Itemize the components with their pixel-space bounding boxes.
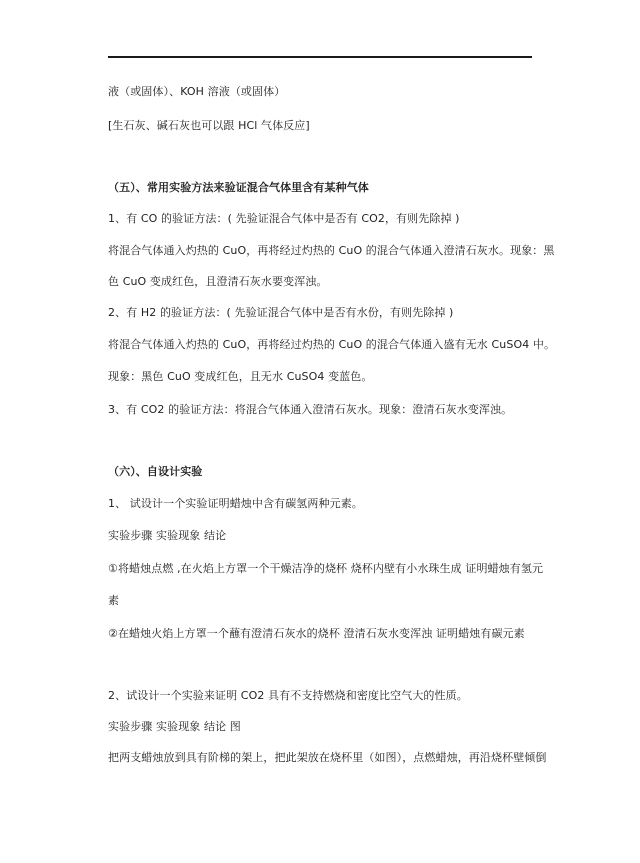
text-line: 3、有 CO2 的验证方法：将混合气体通入澄清石灰水。现象：澄清石灰水变浑浊。 [108, 403, 513, 416]
text-line: 液（或固体）、KOH 溶液（或固体） [108, 85, 286, 98]
text-line: 2、有 H2 的验证方法：( 先验证混合气体中是否有水份，有则先除掉 ) [108, 306, 454, 319]
text-line: ②在蜡烛火焰上方罩一个蘸有澄清石灰水的烧杯 澄清石灰水变浑浊 证明蜡烛有碳元素 [108, 627, 525, 640]
section-heading-5: （五）、常用实验方法来验证混合气体里含有某种气体 [108, 181, 369, 194]
text-line: 色 CuO 变成红色，且澄清石灰水要变浑浊。 [108, 275, 328, 288]
section-heading-6: （六）、自设计实验 [108, 465, 203, 478]
text-line: 2、试设计一个实验来证明 CO2 具有不支持燃烧和密度比空气大的性质。 [108, 689, 468, 702]
text-line: 将混合气体通入灼热的 CuO，再将经过灼热的 CuO 的混合气体通入澄清石灰水。现象：黑 [108, 244, 555, 257]
text-line: ①将蜡烛点燃 ,在火焰上方罩一个干燥洁净的烧杯 烧杯内壁有小水珠生成 证明蜡烛有氢元 [108, 562, 544, 575]
text-line: 素 [108, 594, 120, 607]
header-rule [108, 56, 532, 58]
text-line: 把两支蜡烛放到具有阶梯的架上，把此架放在烧杯里（如图），点燃蜡烛，再沿烧杯壁倾倒 [108, 751, 547, 764]
text-line: 实验步骤 实验现象 结论 图 [108, 720, 241, 733]
text-line: 实验步骤 实验现象 结论 [108, 529, 227, 542]
text-line: 现象：黑色 CuO 变成红色，且无水 CuSO4 变蓝色。 [108, 370, 373, 383]
text-line: 1、 试设计一个实验证明蜡烛中含有碳氢两种元素。 [108, 497, 363, 510]
text-line: 1、有 CO 的验证方法：( 先验证混合气体中是否有 CO2，有则先除掉 ) [108, 212, 460, 225]
text-line: [生石灰、碱石灰也可以跟 HCl 气体反应] [108, 119, 310, 132]
text-line: 将混合气体通入灼热的 CuO，再将经过灼热的 CuO 的混合气体通入盛有无水 CuSO4 中。 [108, 338, 556, 351]
